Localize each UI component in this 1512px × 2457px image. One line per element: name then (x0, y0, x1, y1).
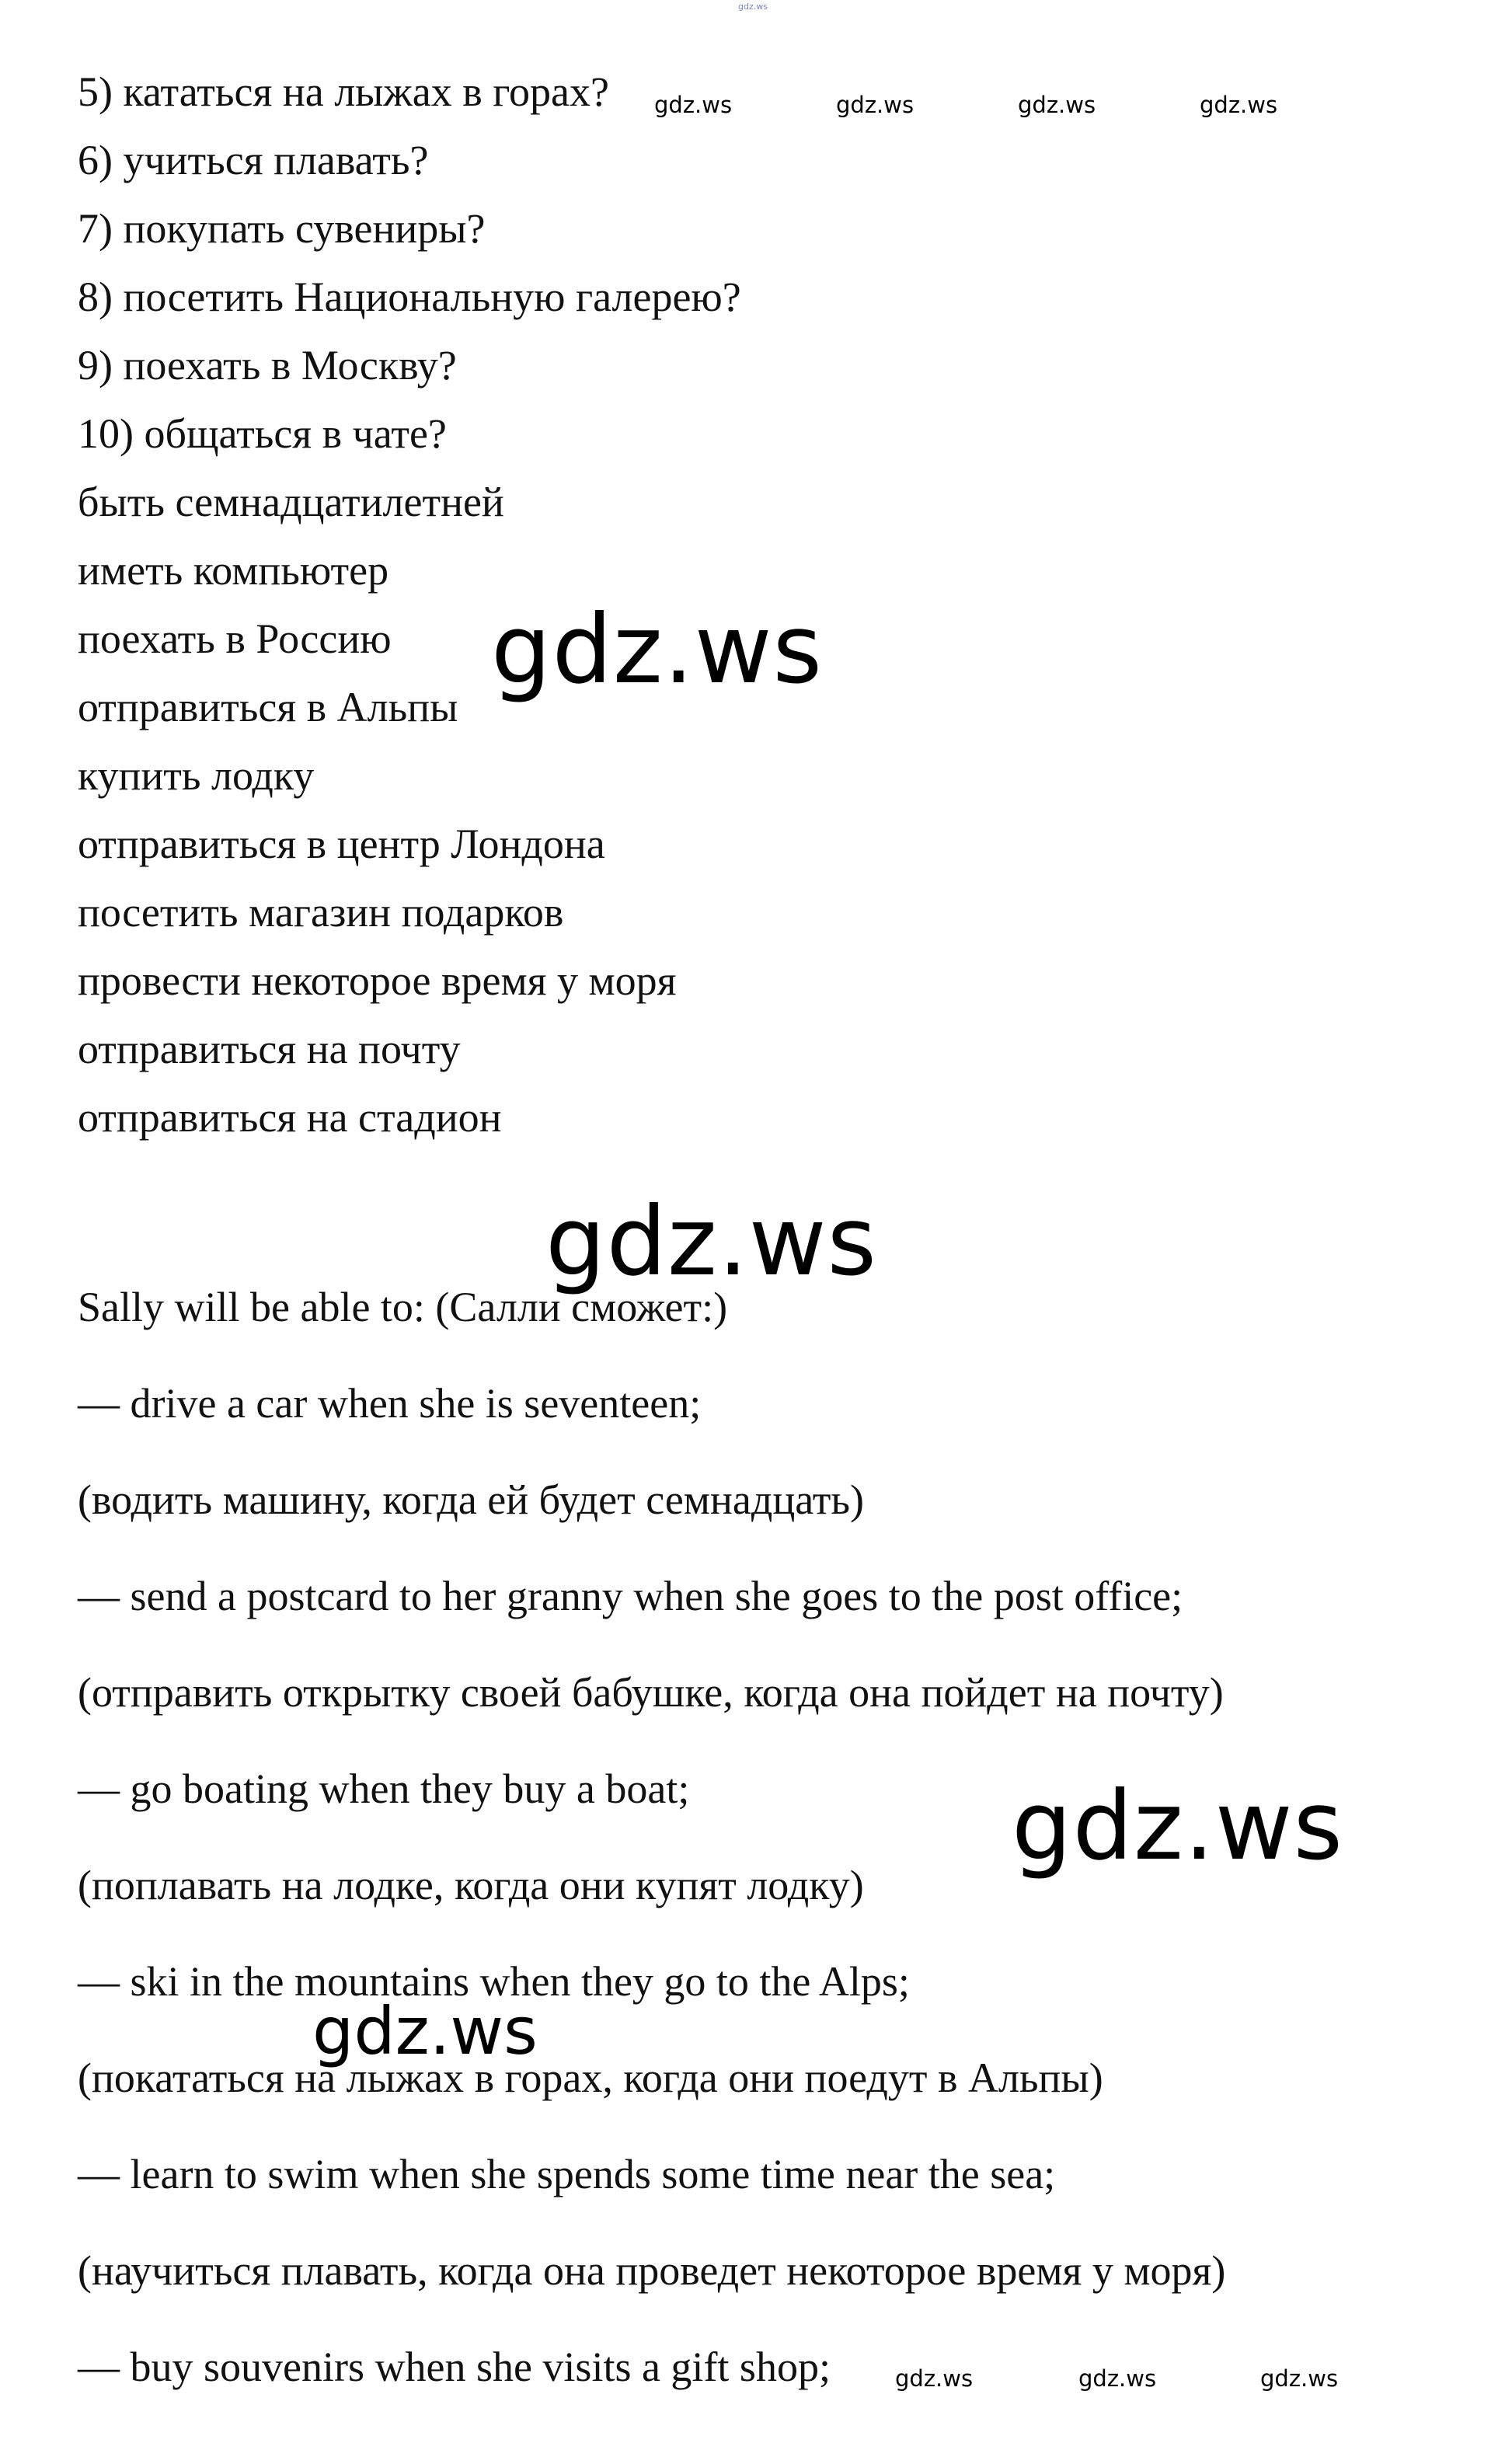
question-line: 8) посетить Национальную галерею? (78, 274, 741, 320)
phrase-line: купить лодку (78, 752, 315, 799)
phrase-line: отправиться на стадион (78, 1094, 502, 1141)
phrase-line: отправиться в Альпы (78, 684, 458, 730)
phrase-line: быть семнадцатилетней (78, 479, 504, 525)
watermark-small: gdz.ws (1260, 2365, 1339, 2392)
phrase-line: отправиться в центр Лондона (78, 821, 605, 867)
answer-translation: (научиться плавать, когда она проведет некоторое время у моря) (78, 2247, 1226, 2294)
watermark-large: gdz.ws (545, 1187, 878, 1297)
question-line: 6) учиться плавать? (78, 137, 429, 183)
answer-translation: (отправить открытку своей бабушке, когда она пойдет на почту) (78, 1669, 1224, 1716)
watermark-top-tiny: gdz.ws (738, 2, 768, 12)
question-line: 7) покупать сувениры? (78, 205, 486, 252)
answer-translation: (водить машину, когда ей будет семнадцать) (78, 1476, 864, 1523)
phrase-line: поехать в Россию (78, 615, 392, 662)
answer-translation: (покататься на лыжах в горах, когда они поедут в Альпы) (78, 2054, 1103, 2101)
answer-item: — drive a car when she is seventeen; (78, 1380, 702, 1427)
watermark-small: gdz.ws (654, 92, 733, 118)
watermark-small: gdz.ws (1078, 2365, 1157, 2392)
watermark-large: gdz.ws (491, 594, 824, 705)
answer-intro: Sally will be able to: (Салли сможет:) (78, 1284, 728, 1330)
watermark-small: gdz.ws (895, 2365, 974, 2392)
answer-item: — send a postcard to her granny when she goes to the post office; (78, 1573, 1183, 1619)
watermark-small: gdz.ws (836, 92, 915, 118)
phrase-line: отправиться на почту (78, 1026, 461, 1072)
phrase-line: провести некоторое время у моря (78, 957, 677, 1004)
watermark-small: gdz.ws (1018, 92, 1096, 118)
answer-item: — ski in the mountains when they go to the Alps; (78, 1958, 910, 2005)
question-line: 9) поехать в Москву? (78, 342, 457, 389)
watermark-large: gdz.ws (1012, 1771, 1344, 1881)
question-line: 10) общаться в чате? (78, 410, 447, 457)
answer-translation: (поплавать на лодке, когда они купят лодку) (78, 1862, 864, 1908)
answer-item: — go boating when they buy a boat; (78, 1765, 690, 1812)
answer-item: — buy souvenirs when she visits a gift shop; (78, 2344, 831, 2390)
watermark-medium: gdz.ws (312, 1993, 538, 2069)
phrase-line: иметь компьютер (78, 547, 389, 594)
phrase-line: посетить магазин подарков (78, 889, 564, 936)
watermark-small: gdz.ws (1200, 92, 1278, 118)
answer-item: — learn to swim when she spends some time near the sea; (78, 2151, 1056, 2197)
question-line: 5) кататься на лыжах в горах? (78, 68, 609, 115)
